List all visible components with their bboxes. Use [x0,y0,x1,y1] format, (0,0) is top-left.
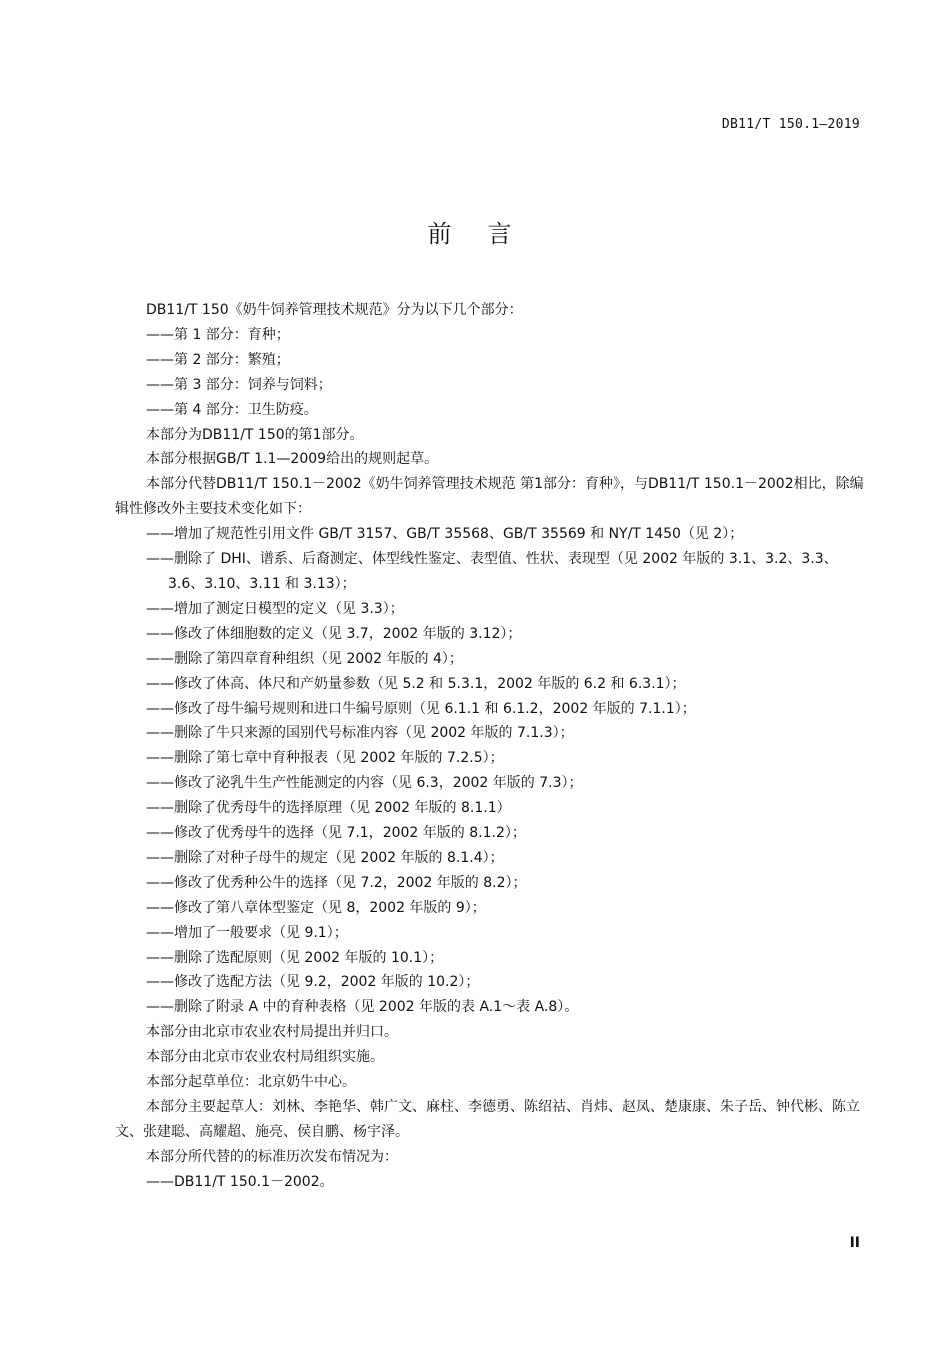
paragraph: 本部分代替DB11/T 150.1－2002《奶牛饲养管理技术规范 第1部分：育种》，与DB11/T 150.1－2002相比，除编辑性修改外主要技术变化如下： [115,476,864,518]
foreword-body [115,298,865,1195]
list-item: ——删除了 DHI、谱系、后裔测定、体型线性鉴定、表型值、性状、表现型（见 2002 年版的 3.1、3.2、3.3、3.6、3.10、3.11 和 3.13）； [146,551,838,592]
list-item: ——删除了第七章中育种报表（见 2002 年版的 7.2.5）； [146,750,504,767]
paragraph: 本部分根据GB/T 1.1—2009给出的规则起草。 [146,451,439,468]
list-item: ——修改了母牛编号规则和进口牛编号原则（见 6.1.1 和 6.1.2，2002 年版的 7.1.1）； [146,700,696,717]
paragraph: 本部分所代替的的标准历次发布情况为： [146,1148,398,1165]
list-item: ——增加了一般要求（见 9.1）； [146,924,348,941]
paragraph: 本部分主要起草人：刘林、李艳华、韩广文、麻柱、李德勇、陈绍祜、肖炜、赵凤、楚康康、朱子岳、钟代彬、陈立文、张建聪、高耀超、施亮、侯自鹏、杨宇泽。 [115,1099,860,1140]
list-item: ——修改了体高、体尺和产奶量参数（见 5.2 和 5.3.1，2002 年版的 6.2 和 6.3.1）； [146,675,686,692]
list-item: ——DB11/T 150.1－2002。 [146,1173,334,1190]
page-number: II [849,1235,860,1251]
paragraph: DB11/T 150《奶牛饲养管理技术规范》分为以下几个部分： [146,302,523,318]
list-item: ——删除了附录 A 中的育种表格（见 2002 年版的表 A.1～表 A.8）。 [146,999,579,1016]
list-item: ——第 2 部分：繁殖； [146,351,290,368]
paragraph: 本部分由北京市农业农村局提出并归口。 [146,1024,398,1041]
list-item: ——修改了体细胞数的定义（见 3.7，2002 年版的 3.12）； [146,625,522,642]
list-item: ——修改了选配方法（见 9.2，2002 年版的 10.2）； [146,974,480,991]
list-item: ——修改了优秀母牛的选择（见 7.1，2002 年版的 8.1.2）； [146,825,526,842]
document-code: DB11/T 150.1—2019 [721,117,860,132]
list-item: ——删除了优秀母牛的选择原理（见 2002 年版的 8.1.1） [146,800,511,817]
list-item: ——删除了对种子母牛的规定（见 2002 年版的 8.1.4）； [146,849,504,866]
list-item: ——第 1 部分：育种； [146,326,290,343]
list-item: ——第 4 部分：卫生防疫。 [146,401,318,418]
list-item: ——增加了规范性引用文件 GB/T 3157、GB/T 35568、GB/T 35569 和 NY/T 1450（见 2）； [146,526,744,543]
paragraph: 本部分由北京市农业农村局组织实施。 [146,1049,384,1066]
page-title: 前言 [427,220,548,248]
list-item: ——修改了泌乳牛生产性能测定的内容（见 6.3，2002 年版的 7.3）； [146,775,583,792]
list-item: ——删除了第四章育种组织（见 2002 年版的 4）； [146,650,463,667]
list-item: ——删除了牛只来源的国别代号标准内容（见 2002 年版的 7.1.3）； [146,725,574,742]
paragraph: 本部分起草单位：北京奶牛中心。 [146,1074,356,1091]
list-item: ——修改了优秀种公牛的选择（见 7.2，2002 年版的 8.2）； [146,874,527,891]
list-item: ——删除了选配原则（见 2002 年版的 10.1）； [146,949,444,966]
list-item: ——第 3 部分：饲养与饲料； [146,376,332,393]
list-item: ——修改了第八章体型鉴定（见 8，2002 年版的 9）； [146,899,486,916]
paragraph: 本部分为DB11/T 150的第1部分。 [146,426,364,443]
list-item: ——增加了测定日模型的定义（见 3.3）； [146,600,404,617]
